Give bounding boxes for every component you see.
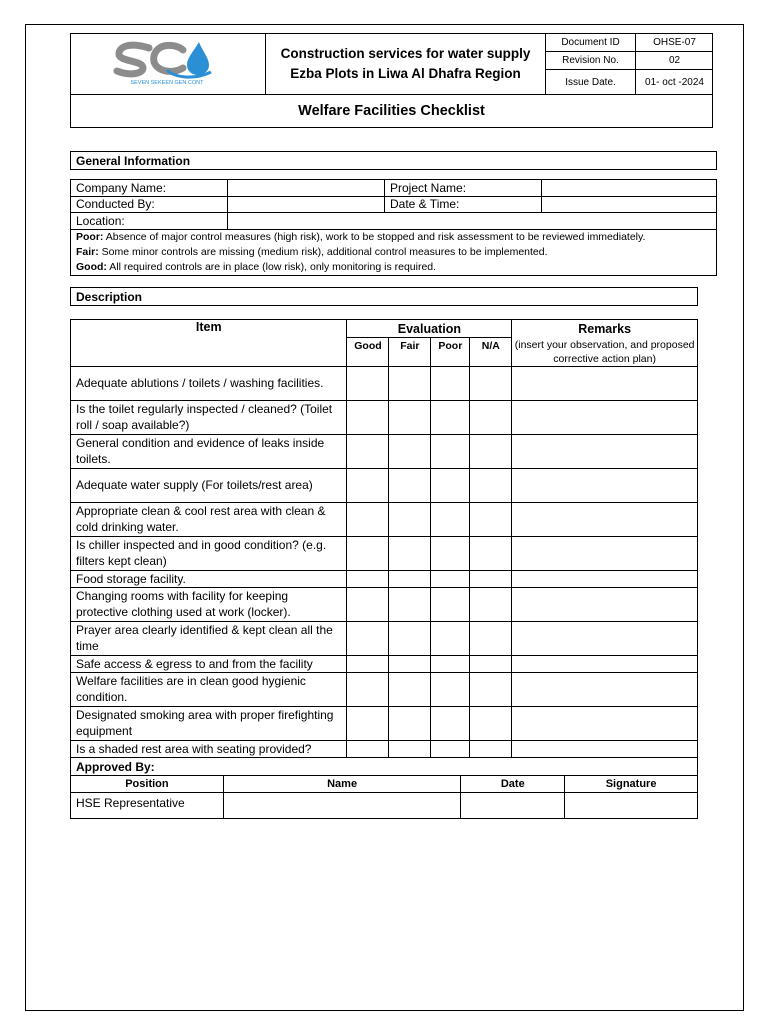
eval-fair-cell[interactable] (389, 502, 431, 536)
info-row (71, 180, 716, 197)
eval-good-cell[interactable] (347, 706, 389, 740)
remarks-cell[interactable] (512, 400, 698, 434)
eval-poor-cell[interactable] (431, 706, 470, 740)
col-evaluation: Evaluation (347, 320, 512, 338)
general-info-heading: General Information (70, 151, 717, 170)
col-good: Good (347, 338, 389, 367)
eval-good-cell[interactable] (347, 570, 389, 587)
remarks-cell[interactable] (512, 468, 698, 502)
eval-na-cell[interactable] (470, 587, 512, 621)
project-name-label: Project Name: (385, 180, 542, 196)
eval-fair-cell[interactable] (389, 587, 431, 621)
eval-poor-cell[interactable] (431, 536, 470, 570)
checklist-row (71, 468, 698, 502)
meta-value: 02 (668, 55, 681, 66)
rating-legend (71, 230, 716, 275)
eval-fair-cell[interactable] (389, 655, 431, 672)
document-header (70, 33, 713, 128)
eval-good-cell[interactable] (347, 536, 389, 570)
eval-good-cell[interactable] (347, 502, 389, 536)
checklist-title: Welfare Facilities Checklist (298, 103, 485, 119)
legend-poor-text: Absence of major control measures (high risk), work to be stopped and risk assessment to be reviewed immediately. (103, 230, 646, 243)
col-remarks: Remarks (512, 320, 698, 338)
legend-good (76, 260, 711, 275)
project-title (266, 34, 546, 95)
eval-poor-cell[interactable] (431, 570, 470, 587)
col-name: Name (223, 776, 461, 793)
checklist-item: Prayer area clearly identified & kept clean all the time (71, 621, 347, 655)
legend-poor (76, 230, 711, 245)
col-poor: Poor (431, 338, 470, 367)
location-label: Location: (71, 213, 228, 229)
approval-name-field[interactable] (223, 793, 461, 819)
eval-good-cell[interactable] (347, 587, 389, 621)
eval-na-cell[interactable] (470, 400, 512, 434)
eval-fair-cell[interactable] (389, 366, 431, 400)
checklist-item: Is a shaded rest area with seating provided? (71, 740, 347, 757)
checklist-row (71, 672, 698, 706)
eval-poor-cell[interactable] (431, 587, 470, 621)
eval-na-cell[interactable] (470, 502, 512, 536)
eval-fair-cell[interactable] (389, 400, 431, 434)
eval-poor-cell[interactable] (431, 621, 470, 655)
eval-good-cell[interactable] (347, 400, 389, 434)
checklist-item: Safe access & egress to and from the facility (71, 655, 347, 672)
eval-fair-cell[interactable] (389, 570, 431, 587)
eval-na-cell[interactable] (470, 740, 512, 757)
eval-poor-cell[interactable] (431, 655, 470, 672)
checklist-item: Is chiller inspected and in good condition? (e.g. filters kept clean) (71, 536, 347, 570)
eval-na-cell[interactable] (470, 536, 512, 570)
eval-fair-cell[interactable] (389, 740, 431, 757)
eval-good-cell[interactable] (347, 621, 389, 655)
legend-poor-key: Poor: (76, 230, 104, 243)
checklist-item: Food storage facility. (71, 570, 347, 587)
legend-fair-text: Some minor controls are missing (medium risk), additional control measures to be implemented. (98, 245, 548, 258)
eval-good-cell[interactable] (347, 655, 389, 672)
checklist-row (71, 434, 698, 468)
eval-good-cell[interactable] (347, 434, 389, 468)
eval-na-cell[interactable] (470, 366, 512, 400)
checklist-row (71, 502, 698, 536)
eval-poor-cell[interactable] (431, 740, 470, 757)
conducted-by-label: Conducted By: (71, 197, 228, 213)
checklist-item: Is the toilet regularly inspected / cleaned? (Toilet roll / soap available?) (71, 400, 347, 434)
project-title-line2: Ezba Plots in Liwa Al Dhafra Region (290, 66, 521, 81)
checklist-row (71, 400, 698, 434)
eval-good-cell[interactable] (347, 740, 389, 757)
meta-value: OHSE-07 (653, 37, 696, 48)
date-time-label: Date & Time: (385, 197, 542, 213)
eval-good-cell[interactable] (347, 366, 389, 400)
eval-good-cell[interactable] (347, 468, 389, 502)
approval-position: HSE Representative (71, 793, 224, 819)
legend-fair-key: Fair: (76, 245, 99, 258)
logo-text: SEVEN SEKEEN GEN CONT (130, 80, 204, 86)
eval-fair-cell[interactable] (389, 536, 431, 570)
legend-fair (76, 245, 711, 260)
col-signature: Signature (565, 776, 698, 793)
general-info-table (70, 179, 717, 276)
remarks-cell[interactable] (512, 570, 698, 587)
date-time-field[interactable] (542, 197, 716, 213)
checklist-item: Adequate water supply (For toilets/rest area) (71, 468, 347, 502)
eval-fair-cell[interactable] (389, 468, 431, 502)
approval-date-field[interactable] (461, 793, 565, 819)
remarks-hint: (insert your observation, and proposed corrective action plan) (512, 338, 698, 367)
col-na: N/A (470, 338, 512, 367)
col-date: Date (461, 776, 565, 793)
eval-fair-cell[interactable] (389, 434, 431, 468)
meta-label: Issue Date. (546, 70, 636, 95)
checklist-item: Designated smoking area with proper firefighting equipment (71, 706, 347, 740)
eval-poor-cell[interactable] (431, 366, 470, 400)
company-name-label: Company Name: (71, 180, 228, 196)
approved-by-heading: Approved By: (70, 757, 698, 776)
project-name-field[interactable] (542, 180, 716, 196)
checklist-row (71, 740, 698, 757)
eval-na-cell[interactable] (470, 672, 512, 706)
meta-row-revision (546, 52, 713, 70)
checklist-item: Adequate ablutions / toilets / washing facilities. (71, 366, 347, 400)
remarks-cell[interactable] (512, 740, 698, 757)
conducted-by-field[interactable] (228, 197, 385, 213)
eval-fair-cell[interactable] (389, 672, 431, 706)
eval-poor-cell[interactable] (431, 672, 470, 706)
eval-na-cell[interactable] (470, 434, 512, 468)
approval-table (70, 775, 698, 819)
meta-value: 01- oct -2024 (645, 77, 704, 88)
location-field[interactable] (228, 213, 716, 229)
remarks-cell[interactable] (512, 655, 698, 672)
checklist-row (71, 706, 698, 740)
document-meta (546, 34, 713, 95)
checklist-item: Welfare facilities are in clean good hygienic condition. (71, 672, 347, 706)
meta-label: Revision No. (546, 52, 636, 69)
logo-cell (71, 34, 266, 95)
company-logo (71, 34, 266, 95)
checklist-row (71, 570, 698, 587)
eval-na-cell[interactable] (470, 706, 512, 740)
eval-na-cell[interactable] (470, 655, 512, 672)
eval-poor-cell[interactable] (431, 434, 470, 468)
legend-good-key: Good: (76, 260, 107, 273)
checklist-row (71, 621, 698, 655)
eval-good-cell[interactable] (347, 672, 389, 706)
checklist-row (71, 587, 698, 621)
checklist-table (70, 319, 698, 758)
info-row (71, 197, 716, 214)
description-heading: Description (70, 287, 698, 306)
eval-fair-cell[interactable] (389, 621, 431, 655)
eval-fair-cell[interactable] (389, 706, 431, 740)
eval-na-cell[interactable] (470, 621, 512, 655)
eval-poor-cell[interactable] (431, 468, 470, 502)
checklist-row (71, 655, 698, 672)
remarks-cell[interactable] (512, 706, 698, 740)
info-row (71, 213, 716, 230)
company-name-field[interactable] (228, 180, 385, 196)
meta-label: Document ID (546, 34, 636, 51)
checklist-body (71, 366, 698, 757)
remarks-cell[interactable] (512, 502, 698, 536)
eval-poor-cell[interactable] (431, 400, 470, 434)
checklist-item: Changing rooms with facility for keeping protective clothing used at work (locker). (71, 587, 347, 621)
remarks-cell[interactable] (512, 587, 698, 621)
remarks-cell[interactable] (512, 621, 698, 655)
project-title-line1: Construction services for water supply (280, 46, 531, 61)
legend-good-text: All required controls are in place (low risk), only monitoring is required. (106, 260, 437, 273)
eval-poor-cell[interactable] (431, 502, 470, 536)
col-item: Item (71, 320, 347, 367)
checklist-item: Appropriate clean & cool rest area with clean & cold drinking water. (71, 502, 347, 536)
remarks-cell[interactable] (512, 434, 698, 468)
approval-signature-field[interactable] (565, 793, 698, 819)
remarks-cell[interactable] (512, 672, 698, 706)
checklist-row (71, 536, 698, 570)
remarks-cell[interactable] (512, 536, 698, 570)
checklist-row (71, 366, 698, 400)
checklist-item: General condition and evidence of leaks inside toilets. (71, 434, 347, 468)
remarks-cell[interactable] (512, 366, 698, 400)
col-position: Position (71, 776, 224, 793)
col-fair: Fair (389, 338, 431, 367)
meta-row-issue-date (546, 70, 713, 95)
meta-row-document-id (546, 34, 713, 52)
eval-na-cell[interactable] (470, 468, 512, 502)
eval-na-cell[interactable] (470, 570, 512, 587)
